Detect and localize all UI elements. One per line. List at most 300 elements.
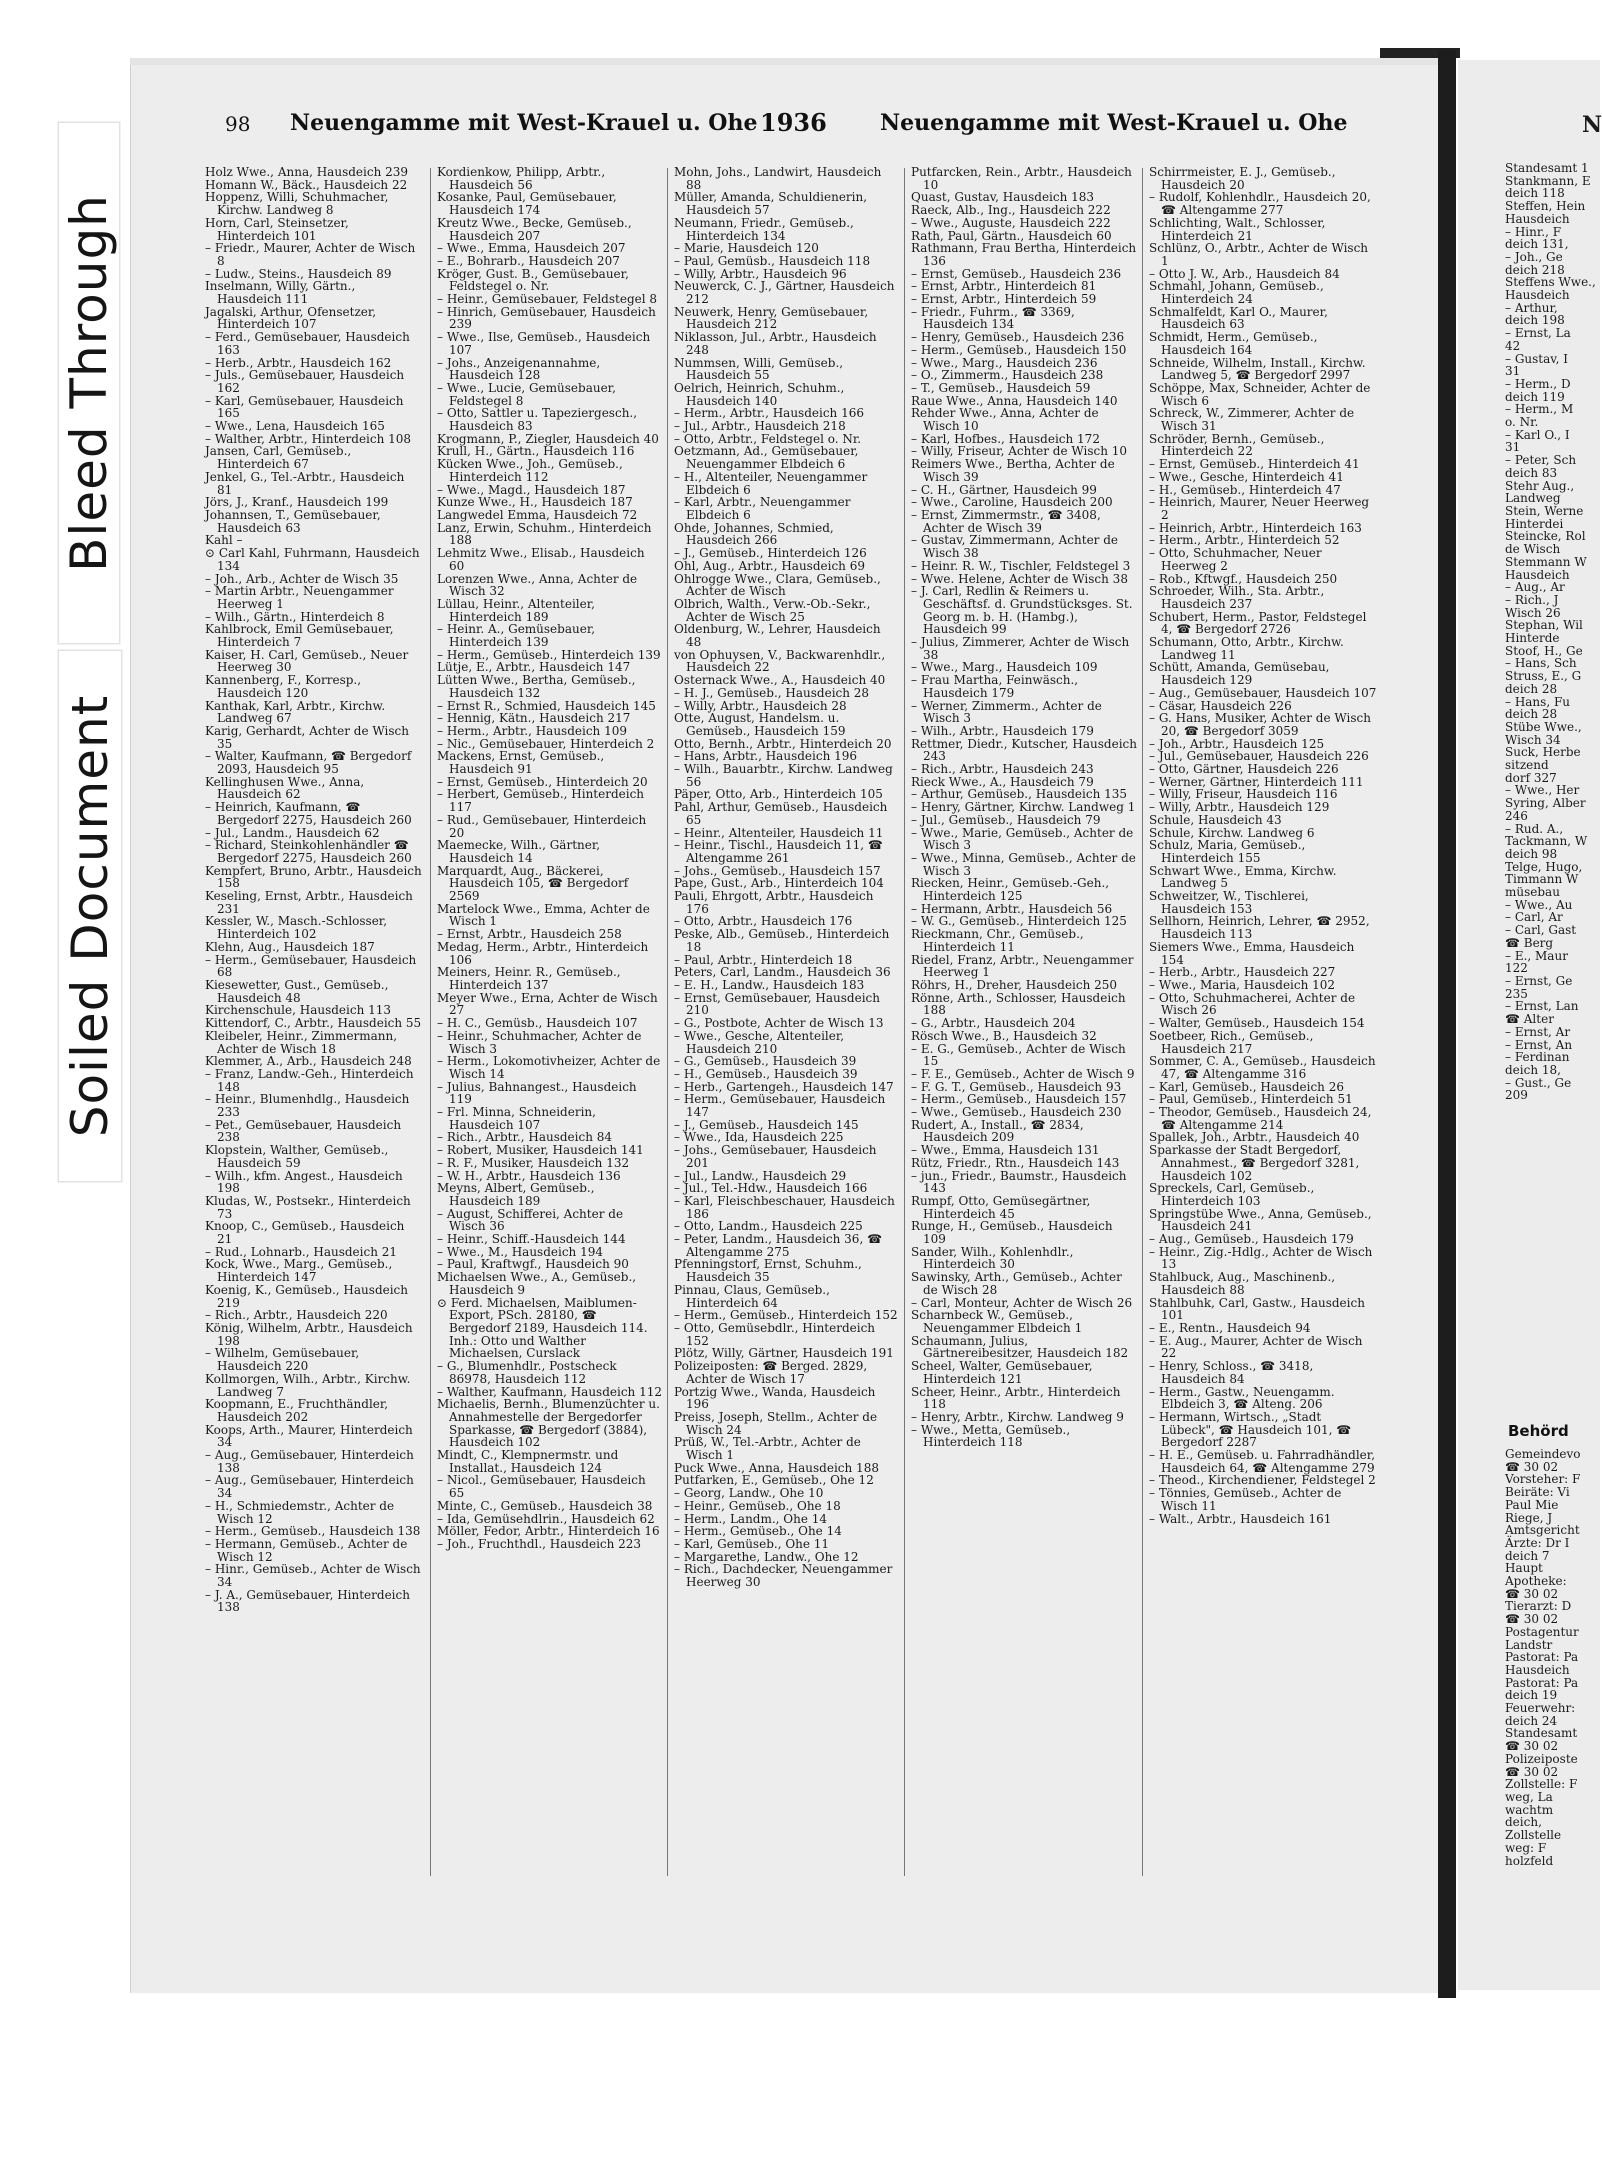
directory-entry: – Gustav, I	[1505, 351, 1568, 366]
directory-entry: – Ernst, Ar	[1505, 1024, 1571, 1039]
directory-entry: Ohlrogge Wwe., Clara, Gemüseb., Achter de Wisch	[674, 571, 881, 599]
directory-entry: – H. E., Gemüseb. u. Fahrradhändler, Hausdeich 64, ☎ Altengamme 279	[1149, 1448, 1376, 1475]
directory-entry: – Friedr., Maurer, Achter de Wisch 8	[205, 241, 416, 268]
directory-entry: – G., Arbtr., Hausdeich 204	[911, 1016, 1076, 1031]
directory-entry: – Johs., Anzeigenannahme, Hausdeich 128	[437, 355, 601, 383]
directory-entry: – Wilh., Arbtr., Hausdeich 179	[911, 723, 1094, 738]
directory-entry: – Joh., Arbtr., Hausdeich 125	[1149, 736, 1325, 751]
directory-entry: – Werner, Zimmerm., Achter de Wisch 3	[911, 698, 1102, 726]
directory-entry: – Wwe., Magd., Hausdeich 187	[437, 482, 626, 497]
directory-entry: – Jul., Gemüsebauer, Hausdeich 226	[1149, 749, 1369, 764]
directory-entry: – J. A., Gemüsebauer, Hinterdeich 138	[205, 1587, 410, 1615]
directory-entry: Raeck, Alb., Ing., Hausdeich 222	[911, 203, 1111, 218]
authority-entry: ☎ 30 02	[1505, 1612, 1559, 1627]
directory-entry: – Rich., Arbtr., Hausdeich 243	[911, 762, 1094, 777]
directory-entry: – Otto, Arbtr., Feldstegel o. Nr.	[674, 431, 862, 446]
directory-entry: – Robert, Musiker, Hausdeich 141	[437, 1143, 644, 1158]
directory-entry: Kücken Wwe., Joh., Gemüseb., Hinterdeich 112	[437, 457, 623, 484]
directory-entry: – Karl O., I	[1505, 427, 1570, 442]
directory-entry: – R. F., Musiker, Hausdeich 132	[437, 1155, 630, 1170]
directory-entry: Schule, Hausdeich 43	[1149, 812, 1282, 827]
directory-entry: Schroeder, Wilh., Sta. Arbtr., Hausdeich 237	[1149, 584, 1325, 611]
directory-entry: – Carl, Gast	[1505, 923, 1577, 938]
directory-entry: Putfarken, E., Gemüseb., Ohe 12	[674, 1473, 874, 1488]
directory-entry: Lanz, Erwin, Schuhm., Hinterdeich 188	[437, 520, 652, 548]
directory-entry: – Wwe., Lena, Hausdeich 165	[205, 419, 385, 434]
directory-entry: Karig, Gerhardt, Achter de Wisch 35	[205, 723, 409, 751]
directory-entry: Meyer Wwe., Erna, Achter de Wisch 27	[437, 990, 658, 1018]
directory-entry: – Rob., Kftwgf., Hausdeich 250	[1149, 571, 1338, 586]
directory-entry: Kollmorgen, Wilh., Arbtr., Kirchw. Landweg 7	[205, 1371, 411, 1399]
directory-entry: – Rud., Gemüsebauer, Hinterdeich 20	[437, 812, 647, 840]
column-rule	[1142, 168, 1143, 1876]
directory-entry: – H., Gemüseb., Hinterdeich 47	[1149, 482, 1341, 497]
directory-entry: – Herm., Landm., Ohe 14	[674, 1511, 828, 1526]
directory-entry: Standesamt 1	[1505, 161, 1589, 175]
bleed-through-stamp	[58, 122, 120, 644]
directory-entry: – E. G., Gemüseb., Achter de Wisch 15	[911, 1041, 1126, 1069]
directory-entry: Koopmann, E., Fruchthändler, Hausdeich 202	[205, 1397, 389, 1424]
directory-entry: Tackmann, W	[1505, 834, 1588, 849]
directory-entry: – Ernst, Zimmermstr., ☎ 3408, Achter de Wisch 39	[911, 507, 1101, 535]
directory-entry: – H., Altenteiler, Neuengammer Elbdeich 6	[674, 469, 868, 497]
directory-entry: – Herm., Lokomotivheizer, Achter de Wisch 14	[437, 1054, 661, 1081]
directory-entry: – Otto J. W., Arb., Hausdeich 84	[1149, 266, 1340, 281]
directory-entry: dorf 327	[1505, 770, 1557, 785]
directory-entry: Stoof, H., Ge	[1505, 643, 1583, 658]
directory-entry: – Willy, Arbtr., Hausdeich 28	[674, 698, 847, 713]
directory-entry: – Hermann, Gemüseb., Achter de Wisch 12	[205, 1536, 408, 1564]
directory-entry: – Franz, Landw.-Geh., Hinterdeich 148	[205, 1066, 414, 1094]
directory-entry: – Jul., Landw., Hausdeich 29	[674, 1168, 847, 1183]
directory-entry: – Tönnies, Gemüseb., Achter de Wisch 11	[1149, 1486, 1342, 1513]
directory-entry: – Herm., Gemüseb., Hinterdeich 139	[437, 647, 661, 662]
directory-entry: Rütz, Friedr., Rtn., Hausdeich 143	[911, 1155, 1120, 1170]
directory-entry: – Wwe., Minna, Gemüseb., Achter de Wisch 3	[911, 850, 1136, 878]
directory-entry: – Wwe., Ida, Hausdeich 225	[674, 1130, 844, 1145]
directory-entry: Mohn, Johs., Landwirt, Hausdeich 88	[674, 165, 882, 192]
directory-entry: deich 18,	[1505, 1062, 1561, 1077]
directory-entry: – Herb., Gartengeh., Hausdeich 147	[674, 1079, 894, 1094]
directory-entry: Jansen, Carl, Gemüseb., Hinterdeich 67	[205, 444, 352, 472]
directory-entry: Sellhorn, Heinrich, Lehrer, ☎ 2952, Hausdeich 113	[1149, 914, 1370, 942]
directory-entry: – Ferdinan	[1505, 1050, 1570, 1065]
directory-entry: – Heinr. R. W., Tischler, Feldstegel 3	[911, 558, 1131, 573]
column-rule	[904, 168, 905, 1876]
directory-entry: Ohl, Aug., Arbtr., Hausdeich 69	[674, 558, 865, 573]
directory-entry: Pauli, Ehrgott, Arbtr., Hausdeich 176	[674, 889, 874, 916]
directory-entry: – Ernst, An	[1505, 1037, 1573, 1052]
authority-entry: Zollstelle	[1505, 1828, 1562, 1843]
directory-entry: – Wilh., Bauarbtr., Kirchw. Landweg 56	[674, 762, 893, 789]
directory-entry: – Jul., Arbtr., Hausdeich 218	[674, 419, 846, 434]
directory-entry: Riedel, Franz, Arbtr., Neuengammer Heerweg 1	[911, 952, 1134, 980]
directory-entry: – Ernst, Ge	[1505, 974, 1573, 988]
authority-entry: wachtm	[1505, 1802, 1554, 1817]
directory-entry: deich 218	[1505, 262, 1565, 277]
directory-entry: Wisch 26	[1505, 605, 1561, 620]
directory-entry: – Otto, Landm., Hausdeich 225	[674, 1219, 863, 1234]
directory-entry: – Walther, Arbtr., Hinterdeich 108	[205, 431, 412, 446]
directory-entry: – Hinrich, Gemüsebauer, Hausdeich 239	[437, 304, 656, 332]
authority-entry: Pastorat: Pa	[1505, 1650, 1579, 1665]
directory-entry: – Wwe., Au	[1505, 897, 1573, 912]
directory-entry: – Aug., Gemüsebauer, Hinterdeich 34	[205, 1473, 414, 1501]
directory-entry: deich 119	[1505, 389, 1565, 404]
directory-entry: Hausdeich	[1505, 288, 1570, 303]
directory-entry: Peske, Alb., Gemüseb., Hinterdeich 18	[674, 927, 890, 954]
directory-entry: Päper, Otto, Arb., Hinterdeich 105	[674, 787, 883, 802]
directory-entry: Kröger, Gust. B., Gemüsebauer, Feldstegel o. Nr.	[437, 266, 629, 294]
directory-entry: – Wwe., Maria, Hausdeich 102	[1149, 978, 1336, 992]
directory-entry: Schöppe, Max, Schneider, Achter de Wisch 6	[1149, 380, 1371, 408]
directory-entry: Hinterde	[1505, 631, 1560, 646]
directory-entry: – H. C., Gemüsb., Hausdeich 107	[437, 1016, 638, 1031]
directory-entry: Otto, Bernh., Arbtr., Hinterdeich 20	[674, 736, 892, 751]
directory-entry: – Otto, Arbtr., Hausdeich 176	[674, 914, 853, 929]
directory-entry: Oldenburg, W., Lehrer, Hausdeich 48	[674, 622, 881, 650]
directory-entry: Kreutz Wwe., Becke, Gemüseb., Hausdeich 207	[437, 215, 632, 243]
directory-entry: – Arthur, Gemüseb., Hausdeich 135	[911, 787, 1128, 802]
authority-entry: Amtsgericht	[1505, 1523, 1580, 1538]
directory-entry: ☎ Berg	[1505, 935, 1554, 950]
directory-entry: – H. J., Gemüseb., Hausdeich 28	[674, 685, 870, 700]
directory-entry: Reimers Wwe., Bertha, Achter de Wisch 39	[911, 457, 1115, 484]
directory-entry: – Rudolf, Kohlenhdlr., Hausdeich 20, ☎ Altengamme 277	[1149, 190, 1371, 218]
directory-entry: Steincke, Rol	[1505, 529, 1586, 544]
directory-entry: deich 98	[1505, 846, 1558, 861]
running-title-left: Neuengamme mit West-Krauel u. Ohe	[290, 110, 758, 136]
directory-entry: Hinterdei	[1505, 516, 1564, 531]
directory-entry: Rieckmann, Chr., Gemüseb., Hinterdeich 11	[911, 927, 1084, 954]
directory-entry: Müller, Amanda, Schuldienerin, Hausdeich 57	[674, 190, 868, 218]
directory-entry: – Herb., Arbtr., Hausdeich 162	[205, 355, 392, 370]
directory-entry: – Marie, Hausdeich 120	[674, 241, 819, 256]
column-rule	[667, 168, 668, 1876]
directory-entry: Steffens Wwe.,	[1505, 275, 1596, 290]
directory-entry: deich 118	[1505, 186, 1565, 201]
directory-entry: Schulz, Maria, Gemüseb., Hinterdeich 155	[1149, 838, 1306, 865]
directory-entry: Koops, Arth., Maurer, Hinterdeich 34	[205, 1422, 413, 1450]
directory-entry: Sommer, C. A., Gemüseb., Hausdeich 47, ☎ Altengamme 316	[1149, 1054, 1376, 1081]
directory-entry: – Wwe. Helene, Achter de Wisch 38	[911, 571, 1128, 586]
directory-entry: – Wwe., Gesche, Altenteiler, Hausdeich 210	[674, 1028, 845, 1056]
directory-entry: von Ophuysen, V., Backwarenhdlr., Hausdeich 22	[674, 647, 886, 675]
directory-entry: – Ernst, Arbtr., Hinterdeich 81	[911, 279, 1097, 294]
directory-entry: Möller, Fedor, Arbtr., Hinterdeich 16	[437, 1524, 660, 1539]
directory-entry: – Georg, Landw., Ohe 10	[674, 1486, 824, 1501]
directory-entry: 235	[1505, 986, 1528, 1001]
directory-entry: – Ernst, Arbtr., Hinterdeich 59	[911, 292, 1097, 307]
directory-entry: Prüß, W., Tel.-Arbtr., Achter de Wisch 1	[674, 1435, 861, 1463]
authority-entry: ☎ 30 02	[1505, 1459, 1559, 1474]
directory-entry: Nummsen, Willi, Gemüseb., Hausdeich 55	[674, 355, 844, 383]
directory-entry: Syring, Alber	[1505, 796, 1586, 811]
authority-entry: Vorsteher: F	[1505, 1472, 1581, 1487]
directory-entry: – Herm., Gemüseb., Hausdeich 150	[911, 342, 1127, 357]
directory-entry: Schirrmeister, E. J., Gemüseb., Hausdeich 20	[1149, 165, 1336, 192]
directory-entry: Puck Wwe., Anna, Hausdeich 188	[674, 1460, 879, 1475]
directory-entry: – Hermann, Wirtsch., „Stadt Lübeck", ☎ Hausdeich 101, ☎ Bergedorf 2287	[1149, 1409, 1352, 1450]
directory-entry: – Aug., Gemüseb., Hausdeich 179	[1149, 1232, 1354, 1247]
directory-entry: – Rud., Lohnarb., Hausdeich 21	[205, 1244, 398, 1259]
directory-entry: Quast, Gustav, Hausdeich 183	[911, 190, 1095, 205]
directory-entry: Kunze Wwe., H., Hausdeich 187	[437, 495, 633, 510]
directory-entry: Knoop, C., Gemüseb., Hausdeich 21	[205, 1219, 405, 1247]
directory-entry: Oetzmann, Ad., Gemüsebauer, Neuengammer Elbdeich 6	[674, 444, 859, 472]
directory-entry: Stephan, Wil	[1505, 618, 1583, 633]
directory-entry: Polizeiposten: ☎ Berged. 2829, Achter de Wisch 17	[674, 1359, 868, 1386]
bleed-through-label: Bleed Through	[60, 194, 118, 572]
directory-entry: – Wwe., Lucie, Gemüsebauer, Feldstegel 8	[437, 380, 616, 408]
directory-entry: – Julius, Zimmerer, Achter de Wisch 38	[911, 635, 1130, 662]
directory-entry: – Herbert, Gemüseb., Hinterdeich 117	[437, 787, 645, 815]
directory-entry: – Theodor, Gemüseb., Hausdeich 24, ☎ Altengamme 214	[1149, 1105, 1372, 1132]
directory-entry: – Herm., Gemüseb., Ohe 14	[674, 1524, 842, 1539]
directory-entry: – Joh., Fruchthdl., Hausdeich 223	[437, 1536, 642, 1551]
directory-entry: Schmalfeldt, Karl O., Maurer, Hausdeich 63	[1149, 304, 1328, 332]
authority-entry: ☎ 30 02	[1505, 1739, 1559, 1754]
soiled-document-label: Soiled Document	[61, 694, 119, 1138]
directory-entry: – Otto, Sattler u. Tapeziergesch., Hausdeich 83	[437, 406, 638, 434]
directory-entry: – Herm., Arbtr., Hausdeich 166	[674, 406, 865, 421]
directory-entry: – Ernst, La	[1505, 326, 1571, 341]
directory-entry: – Margarethe, Landw., Ohe 12	[674, 1549, 859, 1564]
directory-column	[674, 166, 899, 1876]
directory-entry: – Karl, Arbtr., Neuengammer Elbdeich 6	[674, 495, 851, 522]
directory-entry: Neuwerck, C. J., Gärtner, Hausdeich 212	[674, 279, 895, 307]
directory-entry: – G., Postbote, Achter de Wisch 13	[674, 1016, 884, 1031]
directory-entry: Olbrich, Walth., Verw.-Ob.-Sekr., Achter de Wisch 25	[674, 596, 871, 624]
directory-entry: – Herm., Gemüseb., Hausdeich 157	[911, 1092, 1127, 1107]
authority-entry: Apotheke:	[1505, 1574, 1567, 1589]
directory-entry: Stehr Aug.,	[1505, 478, 1575, 493]
directory-entry: – Herm., Arbtr., Hausdeich 109	[437, 723, 628, 738]
directory-entry: Schaumann, Julius, Gärtnereibesitzer, Hausdeich 182	[911, 1333, 1129, 1361]
authority-entry: ☎ 30 02	[1505, 1764, 1559, 1779]
directory-entry: – Heinr., Tischl., Hausdeich 11, ☎ Altengamme 261	[674, 838, 883, 865]
directory-entry: Timmann W	[1505, 872, 1579, 887]
page-number: 98	[225, 112, 251, 136]
authority-entry: Tierarzt: D	[1505, 1599, 1572, 1614]
directory-entry: – Wwe., Emma, Hausdeich 207	[437, 241, 626, 256]
directory-year: 1936	[760, 108, 827, 137]
directory-entry: – E., Rentn., Hausdeich 94	[1149, 1320, 1311, 1335]
directory-entry: Peters, Carl, Landm., Hausdeich 36	[674, 965, 891, 980]
directory-entry: – Carl, Ar	[1505, 910, 1563, 925]
directory-entry: – Paul, Gemüsb., Hausdeich 118	[674, 253, 871, 268]
directory-entry: Steffen, Hein	[1505, 199, 1586, 214]
directory-entry: Pinnau, Claus, Gemüseb., Hinterdeich 64	[674, 1282, 830, 1310]
directory-entry: – Herm., Gastw., Neuengamm. Elbdeich 3, ☎ Alteng. 206	[1149, 1384, 1335, 1412]
directory-entry: deich 28	[1505, 681, 1558, 696]
authority-entry: Feuerwehr:	[1505, 1701, 1576, 1716]
directory-entry: Röhrs, H., Dreher, Hausdeich 250	[911, 978, 1118, 992]
directory-entry: Homann W., Bäck., Hausdeich 22	[205, 177, 408, 192]
directory-entry: Neuwerk, Henry, Gemüsebauer, Hausdeich 212	[674, 304, 869, 332]
directory-entry: – Ernst, Gemüseb., Hinterdeich 20	[437, 774, 648, 789]
directory-entry: 246	[1505, 808, 1528, 823]
directory-entry: Telge, Hugo,	[1505, 859, 1583, 874]
directory-entry: – Paul, Gemüseb., Hinterdeich 51	[1149, 1092, 1353, 1107]
directory-entry: – E. H., Landw., Hausdeich 183	[674, 978, 865, 992]
authority-entry: Postagentur	[1505, 1624, 1579, 1639]
directory-entry: – Karl, Gemüseb., Ohe 11	[674, 1536, 830, 1551]
directory-entry: ⊙ Ferd. Michaelsen, Maiblumen-Export, PSch. 28180, ☎ Bergedorf 2189, Hausdeich 114. Inh.: Otto und Walther Michaelsen, Curslack	[437, 1295, 648, 1361]
directory-entry: – Willy, Arbtr., Hausdeich 96	[674, 266, 847, 281]
directory-entry: Scharnbeck W., Gemüseb., Neuengammer Elbdeich 1	[911, 1308, 1083, 1335]
directory-entry: – G., Blumenhdlr., Postscheck 86978, Hausdeich 112	[437, 1359, 617, 1386]
directory-entry: – Wwe., M., Hausdeich 194	[437, 1244, 603, 1259]
directory-entry: – Jul., Gemüseb., Hausdeich 79	[911, 812, 1101, 827]
directory-entry: Jörs, J., Kranf., Hausdeich 199	[205, 495, 389, 510]
directory-entry: – Ernst, Lan	[1505, 999, 1579, 1014]
authority-entry: weg, La	[1505, 1789, 1553, 1804]
book-spine	[1438, 50, 1456, 1998]
directory-entry: Kahlbrock, Emil Gemüsebauer, Hinterdeich 7	[205, 622, 394, 650]
directory-entry: Meyns, Albert, Gemüseb., Hausdeich 189	[437, 1181, 595, 1208]
directory-column	[1149, 166, 1377, 1876]
directory-entry: – Ernst, Gemüsebauer, Hausdeich 210	[674, 990, 880, 1018]
directory-entry: – jun., Friedr., Baumstr., Hausdeich 143	[911, 1168, 1127, 1196]
directory-entry: Schwart Wwe., Emma, Kirchw. Landweg 5	[1149, 863, 1337, 891]
directory-entry: – Herm., Arbtr., Hinterdeich 52	[1149, 533, 1340, 548]
directory-entry: – Nic., Gemüsebauer, Hinterdeich 2	[437, 736, 655, 751]
directory-entry: – Heinr., Schiff.-Hausdeich 144	[437, 1232, 626, 1247]
directory-entry: – Aug., Gemüsebauer, Hausdeich 107	[1149, 685, 1377, 700]
directory-entry: Krogmann, P., Ziegler, Hausdeich 40	[437, 431, 659, 446]
authority-entry: ☎ 30 02	[1505, 1586, 1559, 1601]
directory-entry: – W. H., Arbtr., Hausdeich 136	[437, 1168, 621, 1183]
directory-entry: ☎ Alter	[1505, 1012, 1554, 1027]
directory-entry: – Rich., Arbtr., Hausdeich 220	[205, 1308, 388, 1323]
directory-entry: – Rich., Arbtr., Hausdeich 84	[437, 1130, 613, 1145]
directory-entry: – Walther, Kaufmann, Hausdeich 112	[437, 1384, 662, 1399]
directory-entry: Kludas, W., Postsekr., Hinterdeich 73	[205, 1193, 411, 1221]
directory-entry: – Henry, Gärtner, Kirchw. Landweg 1	[911, 800, 1136, 815]
directory-entry: Rieck Wwe., A., Hausdeich 79	[911, 774, 1094, 789]
directory-entry: – Gust., Ge	[1505, 1075, 1572, 1090]
directory-entry: Siemers Wwe., Emma, Hausdeich 154	[1149, 939, 1355, 967]
directory-entry: Mackens, Ernst, Gemüseb., Hausdeich 91	[437, 749, 605, 777]
directory-entry: Sparkasse der Stadt Bergedorf, Annahmest., ☎ Bergedorf 3281, Hausdeich 102	[1149, 1143, 1360, 1183]
directory-entry: Maemecke, Wilh., Gärtner, Hausdeich 14	[437, 838, 601, 865]
directory-entry: Inselmann, Willy, Gärtn., Hausdeich 111	[205, 279, 356, 307]
directory-entry: – G. Hans, Musiker, Achter de Wisch 20, ☎ Bergedorf 3059	[1149, 711, 1371, 738]
directory-entry: – Ida, Gemüsehdlrin., Hausdeich 62	[437, 1511, 655, 1526]
directory-entry: – Hermann, Arbtr., Hausdeich 56	[911, 901, 1113, 916]
directory-entry: Kannenberg, F., Korresp., Hausdeich 120	[205, 673, 362, 700]
directory-entry: 31	[1505, 364, 1521, 379]
directory-entry: de Wisch	[1505, 542, 1561, 557]
directory-entry: – Joh., Arb., Achter de Wisch 35	[205, 571, 399, 586]
directory-entry: Kiesewetter, Gust., Gemüseb., Hausdeich 48	[205, 978, 389, 1005]
directory-entry: – Wwe., Emma, Hausdeich 131	[911, 1143, 1100, 1158]
directory-entry: – H., Gemüseb., Hausdeich 39	[674, 1066, 858, 1081]
directory-entry: – Otto, Schuhmacherei, Achter de Wisch 26	[1149, 990, 1356, 1018]
directory-entry: – C. H., Gärtner, Hausdeich 99	[911, 482, 1097, 497]
directory-entry: – Aug., Gemüsebauer, Hinterdeich 138	[205, 1448, 414, 1475]
directory-entry: – Theod., Kirchendiener, Feldstegel 2	[1149, 1473, 1376, 1488]
directory-entry: – Karl, Gemüsebauer, Hausdeich 165	[205, 393, 404, 421]
directory-entry: – Karl, Hofbes., Hausdeich 172	[911, 431, 1100, 446]
directory-entry: Rettmer, Diedr., Kutscher, Hausdeich 243	[911, 736, 1137, 764]
directory-entry: – Cäsar, Hausdeich 226	[1149, 698, 1292, 713]
directory-entry: Lütten Wwe., Bertha, Gemüseb., Hausdeich 132	[437, 673, 636, 700]
directory-entry: – Heinr., Gemüsebauer, Feldstegel 8	[437, 292, 658, 307]
directory-entry: Schubert, Herm., Pastor, Feldstegel 4, ☎ Bergedorf 2726	[1149, 609, 1367, 637]
directory-entry: – Wilhelm, Gemüsebauer, Hausdeich 220	[205, 1346, 360, 1374]
directory-entry: – Wilh., Gärtn., Hinterdeich 8	[205, 609, 385, 624]
directory-entry: Meiners, Heinr. R., Gemüseb., Hinterdeich 137	[437, 965, 621, 992]
directory-entry: – E., Maur	[1505, 948, 1568, 963]
directory-entry: – G., Gemüseb., Hausdeich 39	[674, 1054, 857, 1069]
directory-entry: Suck, Herbe	[1505, 745, 1581, 760]
directory-entry: Landweg	[1505, 491, 1561, 506]
directory-entry: Kellinghusen Wwe., Anna, Hausdeich 62	[205, 774, 365, 802]
directory-entry: Sawinsky, Arth., Gemüseb., Achter de Wisch 28	[911, 1270, 1122, 1297]
directory-entry: deich 131,	[1505, 237, 1569, 252]
directory-entry: – J., Gemüseb., Hinterdeich 126	[674, 546, 867, 561]
directory-entry: 42	[1505, 338, 1521, 353]
directory-entry: Kordienkow, Philipp, Arbtr., Hausdeich 56	[437, 165, 606, 192]
directory-entry: Rönne, Arth., Schlosser, Hausdeich 188	[911, 990, 1126, 1018]
directory-entry: o. Nr.	[1505, 415, 1539, 430]
directory-entry: Raue Wwe., Anna, Hausdeich 140	[911, 393, 1118, 408]
directory-entry: – Herb., Arbtr., Hausdeich 227	[1149, 965, 1336, 980]
directory-entry: Schütt, Amanda, Gemüsebau, Hausdeich 129	[1149, 660, 1330, 688]
directory-entry: Lehmitz Wwe., Elisab., Hausdeich 60	[437, 546, 645, 573]
directory-entry: – Joh., Ge	[1505, 249, 1563, 264]
directory-entry: – Peter, Landm., Hausdeich 36, ☎ Altengamme 275	[674, 1232, 883, 1259]
directory-entry: Schröder, Bernh., Gemüseb., Hinterdeich 22	[1149, 431, 1325, 459]
directory-entry: Putfarcken, Rein., Arbtr., Hausdeich 10	[911, 165, 1132, 192]
directory-entry: Lütje, E., Arbtr., Hausdeich 147	[437, 660, 631, 675]
directory-entry: Stahlbuck, Aug., Maschinenb., Hausdeich 88	[1149, 1270, 1336, 1297]
directory-entry: – Willy, Friseur, Achter de Wisch 10	[911, 444, 1128, 459]
directory-entry: – Jul., Landm., Hausdeich 62	[205, 825, 380, 840]
directory-entry: Schneide, Wilhelm, Install., Kirchw. Landweg 5, ☎ Bergedorf 2997	[1149, 355, 1366, 383]
directory-entry: – Willy, Arbtr., Hausdeich 129	[1149, 800, 1330, 815]
directory-entry: – Juls., Gemüsebauer, Hausdeich 162	[205, 368, 405, 395]
directory-entry: Springstübe Wwe., Anna, Gemüseb., Hausdeich 241	[1149, 1206, 1372, 1234]
directory-entry: Rumpf, Otto, Gemüsegärtner, Hinterdeich 45	[911, 1193, 1091, 1221]
directory-entry: Osternack Wwe., A., Hausdeich 40	[674, 673, 886, 688]
directory-entry: – Wwe., Gesche, Hinterdeich 41	[1149, 469, 1344, 484]
directory-entry: – Hans, Fu	[1505, 694, 1571, 709]
directory-entry: – W. G., Gemüseb., Hinterdeich 125	[911, 914, 1127, 929]
directory-entry: – Friedr., Fuhrm., ☎ 3369, Hausdeich 134	[911, 304, 1075, 332]
directory-entry: – Ernst, Gemüseb., Hausdeich 236	[911, 266, 1122, 281]
directory-entry: Plötz, Willy, Gärtner, Hausdeich 191	[674, 1346, 894, 1361]
directory-entry: – Heinr., Zig.-Hdlg., Achter de Wisch 13	[1149, 1244, 1373, 1272]
directory-entry: – Heinr., Schuhmacher, Achter de Wisch 3	[437, 1028, 642, 1056]
directory-entry: – Johs., Gemüsebauer, Hausdeich 201	[674, 1143, 877, 1170]
directory-entry: – Heinrich, Arbtr., Hinterdeich 163	[1149, 520, 1362, 535]
directory-entry: – Karl, Gemüseb., Hausdeich 26	[1149, 1079, 1344, 1094]
directory-entry: Rudert, A., Install., ☎ 2834, Hausdeich 209	[911, 1117, 1084, 1145]
directory-entry: Johannsen, T., Gemüsebauer, Hausdeich 63	[205, 507, 381, 535]
directory-entry: Medag, Herm., Arbtr., Hinterdeich 106	[437, 939, 649, 967]
directory-entry: – Nicol., Gemüsebauer, Hausdeich 65	[437, 1473, 646, 1501]
directory-entry: – Wwe., Metta, Gemüseb., Hinterdeich 118	[911, 1422, 1071, 1450]
section-heading: Behörd	[1508, 1422, 1569, 1440]
authority-entry: deich 7	[1505, 1548, 1550, 1563]
directory-entry: Stein, Werne	[1505, 503, 1584, 518]
directory-entry: – Wwe., Her	[1505, 783, 1580, 798]
directory-entry: Stemmann W	[1505, 554, 1587, 569]
directory-entry: – Gustav, Zimmermann, Achter de Wisch 38	[911, 533, 1119, 561]
